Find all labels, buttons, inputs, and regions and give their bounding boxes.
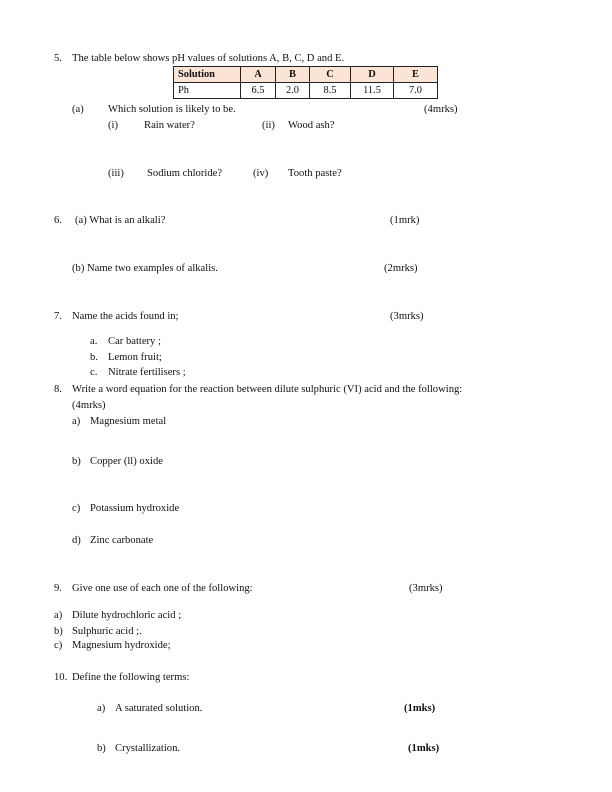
table-cell: 7.0 [394,83,438,99]
table-header-cell: A [241,67,276,83]
marks: (4mrks) [72,400,106,411]
marks: (1mrk) [390,215,420,226]
table-header-row [174,67,438,83]
item-label: c) [72,503,81,514]
item-label: b. [90,352,98,363]
part-label: (a) [72,104,84,115]
item-label: a. [90,336,98,347]
question-text: Give one use of each one of the following: [72,583,253,594]
item-label: d) [72,535,81,546]
item-text: Tooth paste? [288,168,342,179]
item-text: Magnesium hydroxide; [72,640,171,651]
ph-table [173,66,438,99]
item-label: b) [54,626,63,637]
item-label: a) [54,610,63,621]
question-number: 5. [54,53,62,64]
marks: (4mrks) [424,104,458,115]
marks: (3mrks) [409,583,443,594]
item-text: Rain water? [144,120,195,131]
question-number: 7. [54,311,62,322]
item-text: Dilute hydrochloric acid ; [72,610,182,621]
item-text: Zinc carbonate [90,535,154,546]
item-label: a) [97,703,106,714]
table-header-cell: E [394,67,438,83]
table-cell: 2.0 [276,83,310,99]
table-row [174,83,438,99]
question-number: 6. [54,215,62,226]
item-label: c. [90,367,98,378]
item-text: Sulphuric acid ;. [72,626,142,637]
item-text: Copper (ll) oxide [90,456,163,467]
item-label: b) [72,456,81,467]
part-text: (a) What is an alkali? [75,215,166,226]
item-label: b) [97,743,106,754]
part-text: (b) Name two examples of alkalis. [72,263,218,274]
item-text: Car battery ; [108,336,161,347]
item-label: (iii) [108,168,124,179]
item-text: Sodium chloride? [147,168,223,179]
item-label: (iv) [253,168,269,179]
question-text: Name the acids found in; [72,311,179,322]
item-text: Magnesium metal [90,416,167,427]
table-cell: 6.5 [241,83,276,99]
table-header-cell: C [310,67,351,83]
question-text: Define the following terms: [72,672,190,683]
item-text: Wood ash? [288,120,335,131]
marks: (2mrks) [384,263,418,274]
item-label: (i) [108,120,118,131]
item-text: Crystallization. [115,743,181,754]
question-number: 8. [54,384,62,395]
item-text: A saturated solution. [115,703,203,714]
marks: (3mrks) [390,311,424,322]
table-cell: 11.5 [351,83,394,99]
item-label: c) [54,640,63,651]
table-cell: Ph [174,83,241,99]
question-text: Write a word equation for the reaction between dilute sulphuric (VI) acid and the following: [72,384,463,395]
item-text: Potassium hydroxide [90,503,180,514]
item-label: a) [72,416,81,427]
table-header-cell: B [276,67,310,83]
part-text: Which solution is likely to be. [108,104,236,115]
marks: (1mks) [408,743,440,754]
table-header-cell: D [351,67,394,83]
marks: (1mks) [404,703,436,714]
question-number: 9. [54,583,62,594]
item-text: Nitrate fertilisers ; [108,367,186,378]
table-header-cell: Solution [174,67,241,83]
item-text: Lemon fruit; [108,352,162,363]
question-text: The table below shows pH values of solutions A, B, C, D and E. [72,53,345,64]
question-number: 10. [54,672,68,683]
item-label: (ii) [262,120,275,131]
table-cell: 8.5 [310,83,351,99]
